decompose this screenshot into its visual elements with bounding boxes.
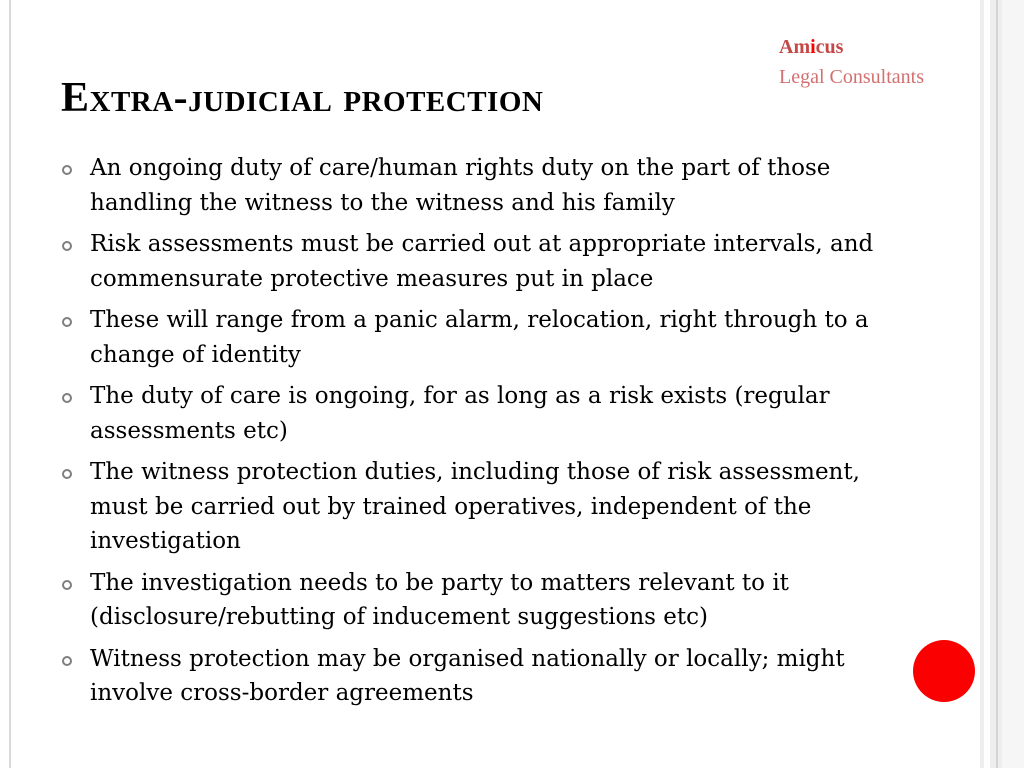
company-logo (779, 32, 924, 92)
bullet-text: These will range from a panic alarm, relocation, right through to a change of identity (90, 307, 869, 368)
bullet-text: The investigation needs to be party to matters relevant to it (disclosure/rebutting of inducement suggestions etc) (90, 569, 789, 630)
bullet-text: Risk assessments must be carried out at appropriate intervals, and commensurate protective measures put in place (90, 231, 874, 292)
logo-subtitle: Legal Consultants (779, 66, 924, 88)
red-circle-icon (913, 640, 975, 702)
bullet-text: An ongoing duty of care/human rights duty on the part of those handling the witness to the witness and his family (90, 155, 831, 216)
hollow-circle-bullet-icon (62, 165, 72, 175)
hollow-circle-bullet-icon (62, 393, 72, 403)
slide-title: Extra-judicial protection (61, 75, 544, 121)
hollow-circle-bullet-icon (62, 469, 72, 479)
bullet-item (61, 151, 881, 220)
hollow-circle-bullet-icon (62, 580, 72, 590)
logo-brand-name (779, 32, 924, 62)
bullet-item (61, 227, 881, 296)
frame-stripe (1002, 0, 1024, 768)
bullet-text: The duty of care is ongoing, for as long as a risk exists (regular assessments etc) (90, 383, 830, 444)
bullet-item (61, 303, 881, 372)
left-border-line (9, 0, 11, 768)
hollow-circle-bullet-icon (62, 656, 72, 666)
logo-brand-accent: i (810, 36, 816, 58)
bullet-list (61, 151, 881, 718)
frame-stripe (984, 0, 990, 768)
bullet-item (61, 566, 881, 635)
logo-brand-part1: Am (779, 36, 811, 58)
right-decorative-frame (980, 0, 1024, 768)
bullet-text: Witness protection may be organised nationally or locally; might involve cross-border agreements (90, 645, 845, 706)
hollow-circle-bullet-icon (62, 241, 72, 251)
bullet-text: The witness protection duties, including those of risk assessment, must be carried out by trained operatives, independent of the investigation (90, 459, 860, 554)
bullet-item (61, 642, 881, 711)
hollow-circle-bullet-icon (62, 317, 72, 327)
frame-stripe (996, 0, 998, 768)
logo-brand-part2: cus (815, 36, 844, 58)
bullet-item (61, 455, 881, 559)
bullet-item (61, 379, 881, 448)
